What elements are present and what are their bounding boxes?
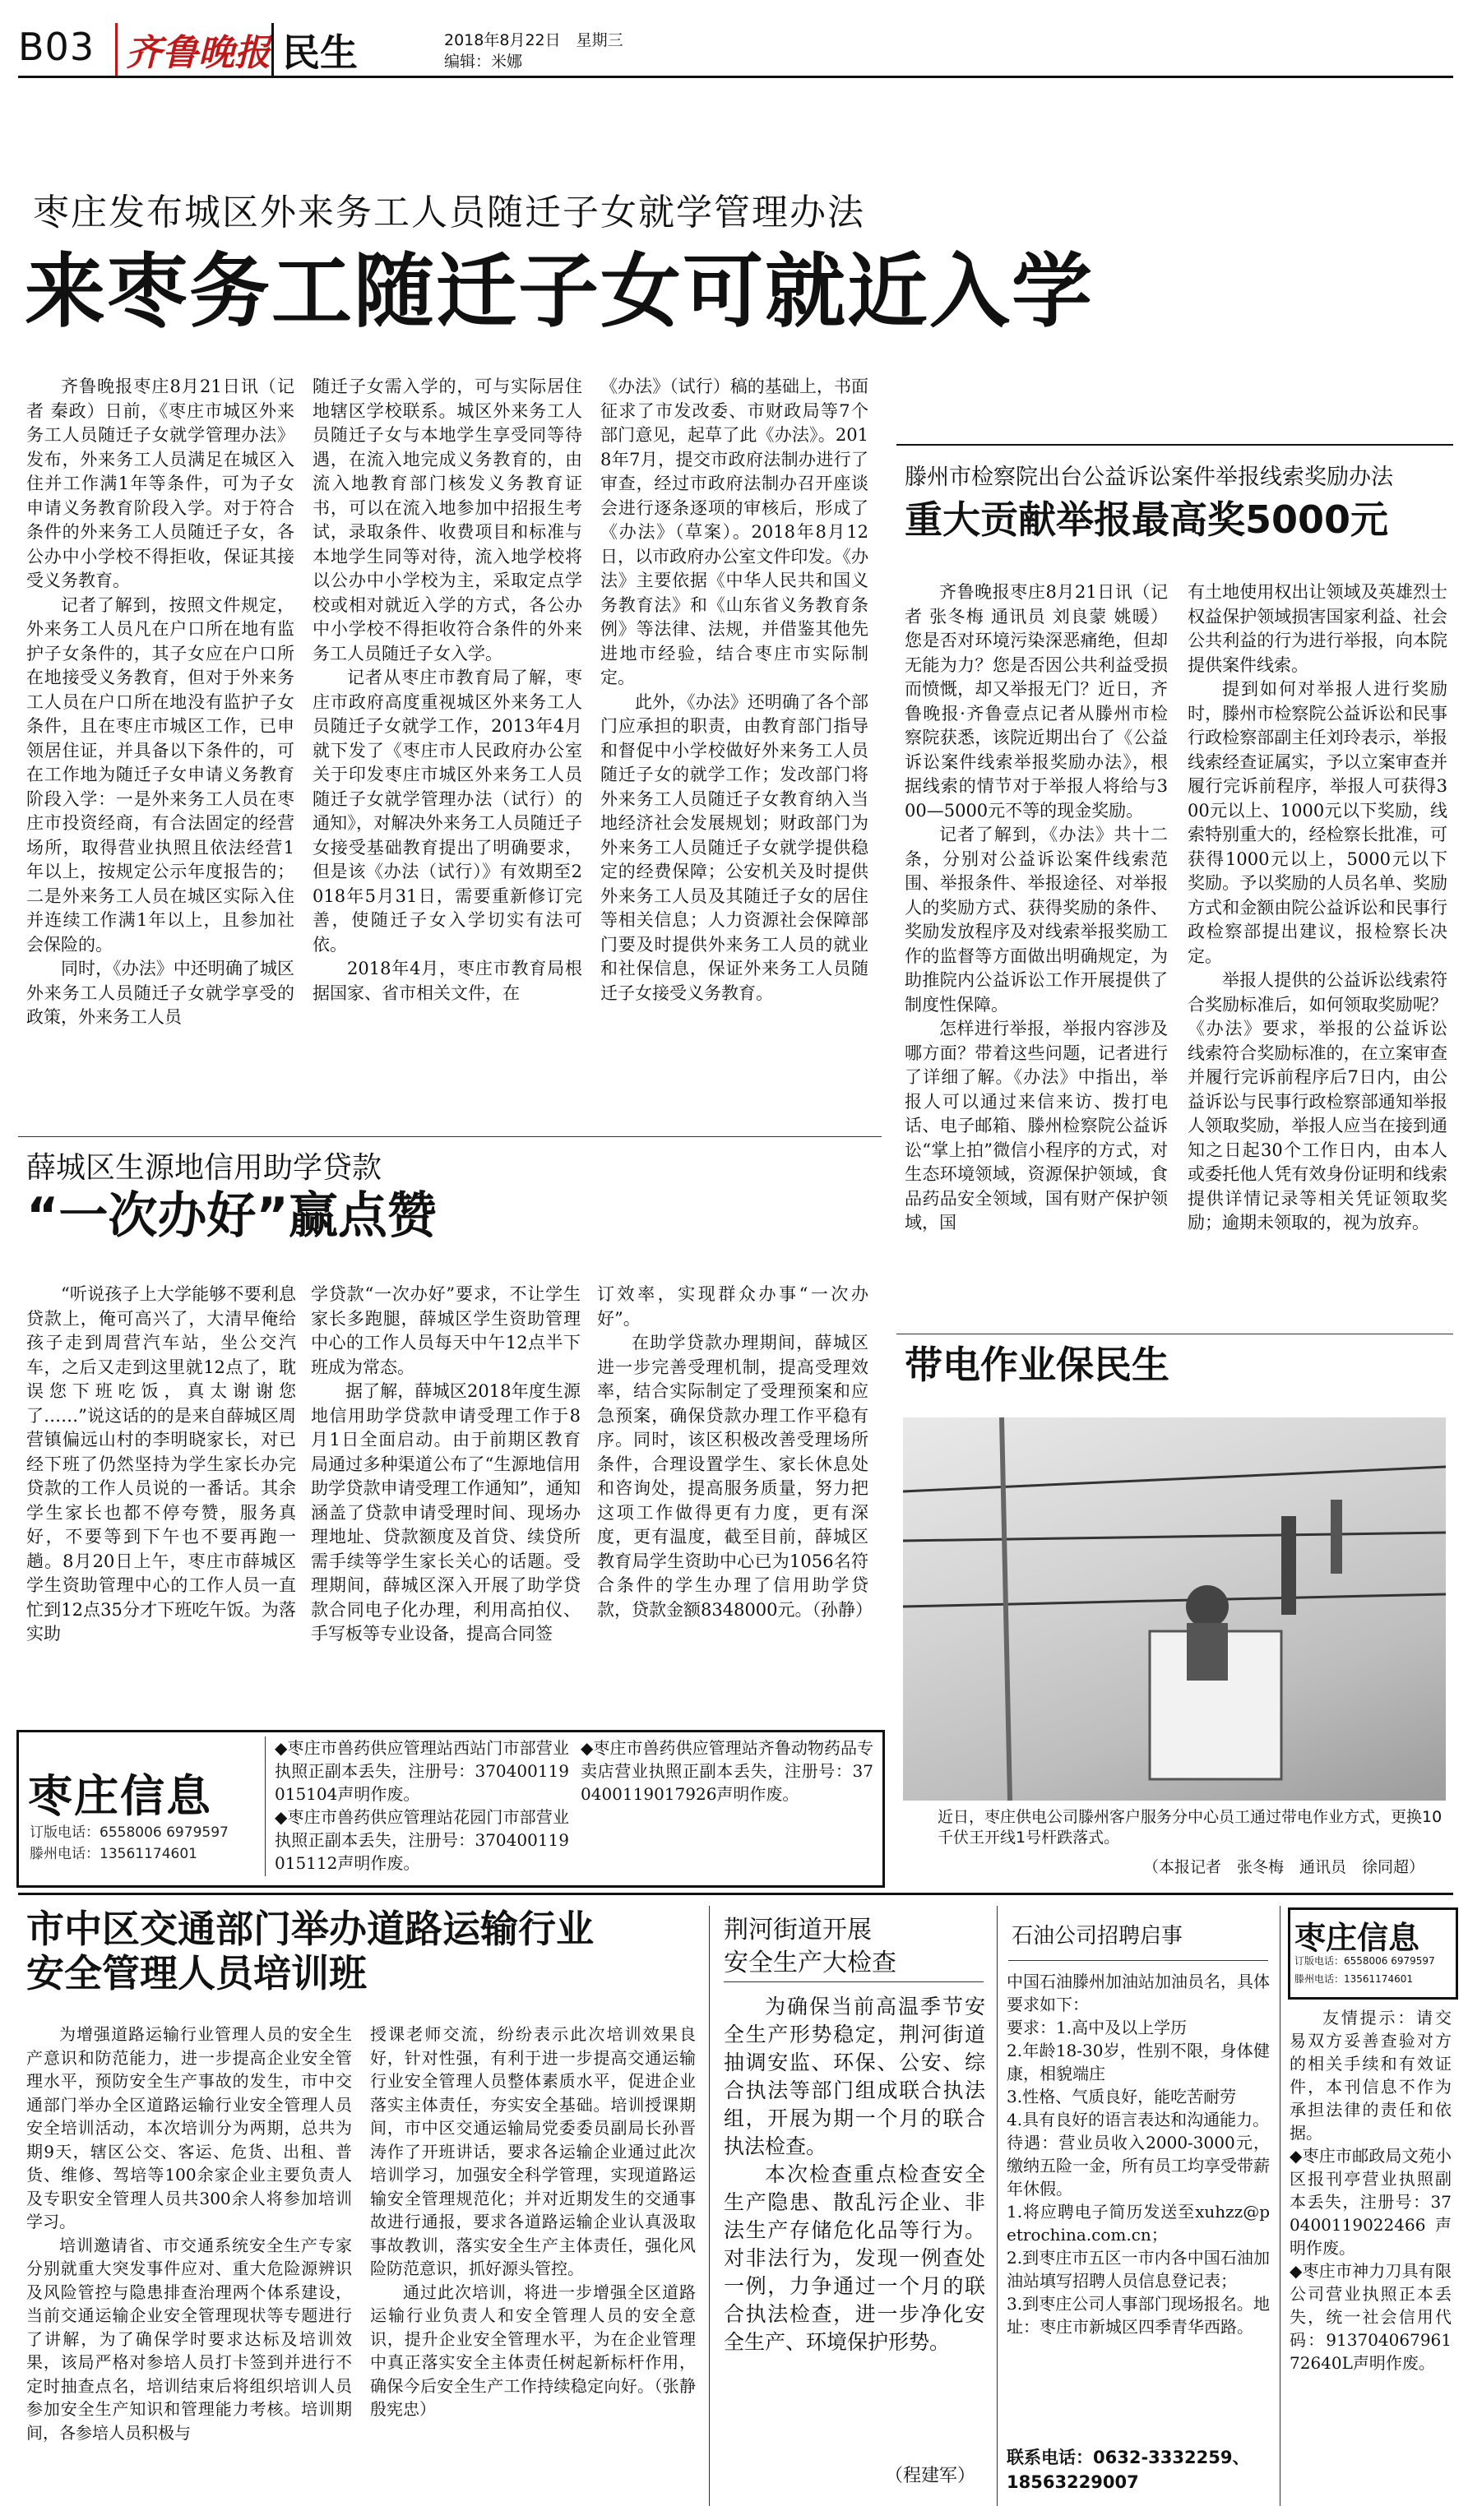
jinghe-rule: [724, 1981, 984, 1982]
jinghe-body: [724, 1993, 985, 2453]
procuratorate-paragraph: 怎样进行举报，举报内容涉及哪方面？带着这些问题，记者进行了详细了解。《办法》中指出，举报人可以通过来信来访、拨打电话、电子邮箱、滕州检察院公益诉讼“掌上拍”微信小程序的方式，对生态环境领域，资源保护领域，食品药品安全领域，国有财产保护领域，国: [905, 1019, 1168, 1232]
lead-paragraph: 此外，《办法》还明确了各个部门应承担的职责，由教育部门指导和督促中小学校做好外来务工人员随迁子女的就学工作；发改部门将外来务工人员随迁子女教育纳入当地经济社会发展规划；财政部门为外来务工人员随迁子女就学提供稳定的经费保障；公安机关及时提供外来务工人员及其随迁子女的居住等相关信息；人力资源社会保障部门要及时提供外来务工人员的就业和社保信息，保证外来务工人员随迁子女接受义务教育。: [600, 691, 868, 1003]
issue-date: 2018年8月22日 星期三: [444, 31, 623, 49]
lead-paragraph: 随迁子女需入学的，可与实际居住地辖区学校联系。城区外来务工人员随迁子女与本地学生享受同等待遇，在流入地完成义务教育的，由流入地教育部门核发义务教育证书，可以在流入地参加中招报生考试，录取条件、收费项目和标准与本地学生同等对待，流入地学校将以公办中小学校为主，采取定点学校或相对就近入学的方式，各公办中小学校不得拒收符合条件的外来务工人员随迁子女入学。: [313, 377, 582, 664]
petro-line: 3.性格、气质良好，能吃苦耐劳: [1007, 2087, 1237, 2106]
classified-right-body: [1290, 2006, 1452, 2499]
classified-notice: 友情提示：请交易双方妥善查验对方的相关手续和有效证件，本刊信息不作为承担法律的责任和依据。: [1290, 2008, 1452, 2143]
loan-paragraph: 订效率，实现群众办事“一次办好”。: [597, 1284, 868, 1329]
power-line-illustration: [903, 1417, 1446, 1801]
column-divider: [997, 1906, 998, 2506]
classified-item: ◆枣庄市兽药供应管理站齐鲁动物药品专卖店营业执照正副本丢失，注册号：370400119017926声明作废。: [581, 1738, 873, 1804]
lead-column-1: [26, 375, 294, 1131]
procuratorate-headline: 重大贡献举报最高奖5000元: [905, 497, 1389, 542]
loan-paragraph: “听说孩子上大学能够不要利息贷款上，俺可高兴了，大清早俺给孩子走到周营汽车站，坐公交汽车，之后又走到这里就12点了，耽误您下班吃饭，真太谢谢您了……”说这话的的是来自薛城区周营镇偏远山村的李明晓家长，对已经下班了仍然坚持为学生家长办完贷款的工作人员说的一番话。其余学生家长也都不停夸赞，服务真好，不要等到下午也不要再跑一趟。8月20日上午，枣庄市薛城区学生资助管理中心的工作人员一直忙到12点35分才下班吃午饭。为落实助: [26, 1284, 296, 1644]
procuratorate-paragraph: 提到如何对举报人进行奖励时，滕州市检察院公益诉讼和民事行政检察部副主任刘玲表示，举报 线索经查证属实，予以立案审查并履行完诉前程序，举报人可获得300元以上、1000元以下奖励，线索特别重大的，经检察长批准，可获得1000元以上，5000元以下奖励。予以奖励的人员名单、奖励方式和金额由院公益诉讼和民事行政检察部提出建议，报检察长决定。: [1188, 679, 1465, 966]
jinghe-title-line1: 荆河街道开展: [724, 1916, 872, 1944]
traffic-headline-line1: 市中区交通部门举办道路运输行业: [26, 1907, 594, 1951]
procuratorate-column-1: [905, 580, 1168, 1417]
livework-photo: [903, 1417, 1446, 1801]
procuratorate-paragraph: 齐鲁晚报枣庄8月21日讯（记者 张冬梅 通讯员 刘良蒙 姚暖）您是否对环境污染深恶痛绝，但却无能为力？您是否因公共利益受损而愤慨，却又举报无门？近日，齐鲁晚报·齐鲁壹点记者从滕州市检察院获悉，该院近期出台了《公益诉讼案件线索举报奖励办法》，根据线索的情节对于举报人将给与300—5000元不等的现金奖励。: [905, 582, 1168, 821]
procuratorate-paragraph: 有土地使用权出让领域及英雄烈士权益保护领域损害国家利益、社会公共利益的行为进行举报，向本院提供案件线索。: [1188, 582, 1447, 675]
traffic-headline-line2: 安全管理人员培训班: [26, 1951, 367, 1995]
livework-caption: 近日，枣庄供电公司滕州客户服务分中心员工通过带电作业方式，更换10千伏王开线1号杆跌落式。: [938, 1808, 1443, 1847]
header-rule: [18, 76, 1453, 78]
traffic-paragraph: 通过此次培训，将进一步增强全区道路运输行业负责人和安全管理人员的安全意识，提升企业安全管理水平，为在企业管理中真正落实安全主体责任树起新标杆作用，确保今后安全生产工作持续稳定向好。（张静 殷宪忠）: [370, 2282, 712, 2419]
traffic-column-2: [370, 2023, 712, 2495]
procuratorate-column-2: [1188, 580, 1465, 1417]
procuratorate-rule: [896, 444, 1453, 446]
classified-logo: 枣庄信息: [28, 1770, 212, 1822]
lead-headline: 来枣务工随迁子女可就近入学: [25, 245, 1095, 339]
petro-line: 2.年龄18-30岁，性别不限，身体健康，相貌端庄: [1007, 2041, 1270, 2083]
loan-paragraph: 在助学贷款办理期间，薛城区进一步完善受理机制，提高受理效率，结合实际制定了受理预案和应急预案，确保贷款办理工作平稳有序。同时，该区积极改善受理场所条件，合理设置学生、家长休息处和咨询处，提高服务质量，努力把这项工作做得更有力度，更有深度，更有温度，截至目前，薛城区教育局学生资助中心已为1056名符合条件的学生办理了信用助学贷款，贷款金额8348000元。（孙静）: [597, 1333, 873, 1620]
loan-column-1: [26, 1283, 296, 1717]
classified-phone: 滕州电话：13561174601: [30, 1846, 197, 1862]
classified-item: ◆枣庄市兽药供应管理站西站门市部营业执照正副本丢失，注册号：370400119015104声明作废。: [275, 1738, 569, 1804]
ad-divider: [265, 1736, 266, 1876]
classified-item: ◆枣庄市兽药供应管理站花园门市部营业执照正副本丢失，注册号：370400119015112声明作废。: [275, 1807, 569, 1873]
jinghe-paragraph: 为确保当前高温季节安全生产形势稳定，荆河街道抽调安监、环保、公安、综合执法等部门组成联合执法组，开展为期一个月的联合执法检查。: [724, 1995, 985, 2158]
livework-credit: （本报记者 张冬梅 通讯员 徐同超）: [1143, 1858, 1425, 1876]
lead-paragraph: 齐鲁晚报枣庄8月21日讯（记者 秦政）日前，《枣庄市城区外来务工人员随迁子女就学管理办法》发布，外来务工人员满足在城区入住并工作满1年等条件，可为子女申请义务教育阶段入学。对于符合条件的外来务工人员随迁子女，各公办中小学校不得拒收，保证其接受义务教育。: [26, 377, 294, 590]
loan-kicker: 薛城区生源地信用助学贷款: [26, 1151, 382, 1185]
column-divider: [709, 1906, 710, 2506]
procuratorate-paragraph: 记者了解到，《办法》共十二条，分别对公益诉讼案件线索范围、举报条件、举报途径、对举报人的奖励方式、获得奖励的条件、奖励发放程序及对线索举报奖励工作的监督等方面做出明确规定，为助推院内公益诉讼工作开展提供了制度性保障。: [905, 825, 1168, 1015]
classified-item: ◆枣庄市神力刀具有限公司营业执照正本丢失，统一社会信用代码：91370406796172640L声明作废。: [1290, 2261, 1452, 2373]
classified-phone: 订版电话：6558006 6979597: [30, 1824, 229, 1841]
classified-item: ◆枣庄市邮政局文苑小区报刊亭营业执照副本丢失，注册号：370400119022466声明作废。: [1290, 2146, 1452, 2258]
petro-title: 石油公司招聘启事: [1012, 1924, 1183, 1949]
loan-column-3: [597, 1283, 873, 1717]
jinghe-paragraph: 本次检查重点检查安全生产隐患、散乱污企业、非法生产存储危化品等行为。对非法行为，发现一例查处一例，力争通过一个月的联合执法检查，进一步净化安全生产、环境保护形势。: [724, 2162, 985, 2354]
classified-column-1: [275, 1736, 569, 1878]
petro-contact: 联系电话：0632-3332259、18563229007: [1007, 2448, 1250, 2492]
petro-body: [1007, 1970, 1270, 2439]
petro-line: 4.具有良好的语言表达和沟通能力。: [1007, 2110, 1270, 2129]
lead-paragraph: 记者从枣庄市教育局了解，枣庄市政府高度重视城区外来务工人员随迁子女就学工作，2013年4月就下发了《枣庄市人民政府办公室关于印发枣庄市城区外来务工人员随迁子女就学管理办法（试行）的通知》，对解决外来务工人员随迁子女接受基础教育提出了明确要求，但是该《办法（试行）》有效期至2018年5月31日，需要重新修订完善，使随迁子女入学切实有法可依。: [313, 668, 582, 955]
lead-column-2: [313, 375, 582, 1131]
loan-paragraph: 据了解，薛城区2018年度生源地信用助学贷款申请受理工作于8月1日全面启动。由于前期区教育局通过多种渠道公布了“生源地信用助学贷款申请受理工作通知”，通知涵盖了贷款申请受理时间、现场办理地址、贷款额度及首贷、续贷所需手续等学生家长关心的话题。受理期间，薛城区深入开展了助学贷款合同电子化办理，利用高拍仪、手写板等专业设备，提高合同签: [311, 1381, 581, 1644]
lead-paragraph: 《办法》（试行）稿的基础上，书面征求了市发改委、市财政局等7个部门意见，起草了此《办法》。2018年7月，提交市政府法制办进行了审查，经过市政府法制办召开座谈会进行逐条逐项的审核后，形成了《办法》（草案）。2018年8月12日，以市政府办公室文件印发。《办法》主要依据《中华人民共和国义务教育法》和《山东省义务教育条例》等法律、法规，并借鉴其他先进地市经验，结合枣庄市实际制定。: [600, 377, 868, 687]
page-number: B03: [18, 25, 95, 69]
petro-line: 1.将应聘电子简历发送至xuhzz@petrochina.com.cn；: [1007, 2202, 1270, 2245]
loan-rule: [18, 1136, 882, 1137]
petro-line: 要求：1.高中及以上学历: [1007, 2018, 1188, 2037]
classified-logo-right: 枣庄信息: [1294, 1920, 1420, 1956]
lead-paragraph: 2018年4月，枣庄市教育局根据国家、省市相关文件，在: [313, 959, 582, 1003]
lead-kicker: 枣庄发布城区外来务工人员随迁子女就学管理办法: [33, 192, 865, 234]
loan-paragraph: 学贷款“一次办好”要求，不让学生家长多跑腿，薛城区学生资助管理中心的工作人员每天中午12点半下班成为常态。: [311, 1284, 581, 1377]
classified-column-2: [581, 1736, 873, 1878]
traffic-paragraph: 授课老师交流，纷纷表示此次培训效果良好，针对性强，有利于进一步提高交通运输行业安全管理人员整体素质水平，促进企业落实主体责任，夯实安全基础。培训授课期间，市中区交通运输局党委委员副局长孙晋涛作了开班讲话，要求各运输企业通过此次培训学习，加强安全科学管理，实现道路运输安全管理规范化；并对近期发生的交通事故进行通报，要求各道路运输企业认真汲取事故教训，落实安全生产主体责任，强化风险防范意识，抓好源头管控。: [370, 2024, 696, 2278]
procuratorate-kicker: 滕州市检察院出台公益诉讼案件举报线索奖励办法: [905, 465, 1393, 490]
traffic-column-1: [26, 2023, 352, 2483]
traffic-paragraph: 培训邀请省、市交通系统安全生产专家分别就重大突发事件应对、重大危险源辨识及风险管控与隐患排查治理两个体系建设，当前交通运输企业安全管理现状等专题进行了讲解，为了确保学时要求达标及培训效果，该局严格对参培人员打卡签到并进行不定时抽查点名，培训结束后将组织培训人员参加安全生产知识和管理能力考核。培训期间，各参培人员积极与: [26, 2235, 352, 2443]
classified-phone-right: 滕州电话：13561174601: [1294, 1973, 1413, 1985]
procuratorate-paragraph: 举报人提供的公益诉讼线索符合奖励标准后，如何领取奖励呢？《办法》要求，举报的公益诉讼 线索符合奖励标准的，在立案审查并履行完诉前程序后7日内，由公益诉讼与民事行政检察部通知举报人领取奖励，举报人应当在接到通知之日起30个工作日内，由本人或委托他人凭有效身份证明和线索 提供详情记录等相关凭证领取奖励；逾期未领取的，视为放弃。: [1188, 970, 1465, 1232]
petro-line: 中国石油滕州加油站加油员名，具体要求如下：: [1007, 1972, 1270, 2014]
section-title: 民生: [271, 23, 358, 77]
jinghe-title-line2: 安全生产大检查: [724, 1949, 896, 1977]
lead-paragraph: 同时，《办法》中还明确了城区外来务工人员随迁子女就学享受的政策，外来务工人员: [26, 959, 294, 1027]
petro-rule: [1008, 1960, 1268, 1961]
lead-column-3: [600, 375, 868, 1131]
livework-headline: 带电作业保民生: [905, 1343, 1169, 1387]
newspaper-logo: 齐鲁晚报: [115, 23, 271, 76]
editor-credit: 编辑：米娜: [444, 53, 523, 71]
lower-section-rule: [18, 1893, 1453, 1895]
loan-column-2: [311, 1283, 581, 1717]
lead-paragraph: 记者了解到，按照文件规定，外来务工人员凡在户口所在地有监护子女条件的，其子女应在户口所在地接受义务教育，但对于外来务工人员在户口所在地没有监护子女条件，且在枣庄市城区工作，已申领居住证，并具备以下条件的，可在工作地为随迁子女申请义务教育阶段入学：一是外来务工人员在枣庄市投资经商，有合法固定的经营场所，取得营业执照且依法经营1年以上，按规定公示年度报告的；二是外来务工人员在城区实际入住并连续工作满1年以上，且参加社会保险的。: [26, 594, 294, 955]
loan-headline: “一次办好”赢点赞: [26, 1187, 437, 1245]
jinghe-author: （程建军）: [885, 2466, 976, 2486]
petro-line: 待遇：营业员收入2000-3000元，缴纳五险一金，所有员工均享受带薪年休假。: [1007, 2133, 1270, 2199]
petro-line: 3.到枣庄公司人事部门现场报名。地址：枣庄市新城区四季青华西路。: [1007, 2294, 1270, 2337]
traffic-paragraph: 为增强道路运输行业管理人员的安全生产意识和防范能力，进一步提高企业安全管理水平，预防安全生产事故的发生，市中交通部门举办全区道路运输行业安全管理人员安全培训活动，本次培训分为两期，总共为期9天，辖区公交、客运、危货、出租、普货、维修、驾培等100余家企业主要负责人及专职安全管理人员共300余人将参加培训学习。: [26, 2024, 352, 2231]
classified-phone-right: 订版电话：6558006 6979597: [1294, 1955, 1435, 1967]
petro-line: 2.到枣庄市五区一市内各中国石油加油站填写招聘人员信息登记表；: [1007, 2248, 1270, 2291]
